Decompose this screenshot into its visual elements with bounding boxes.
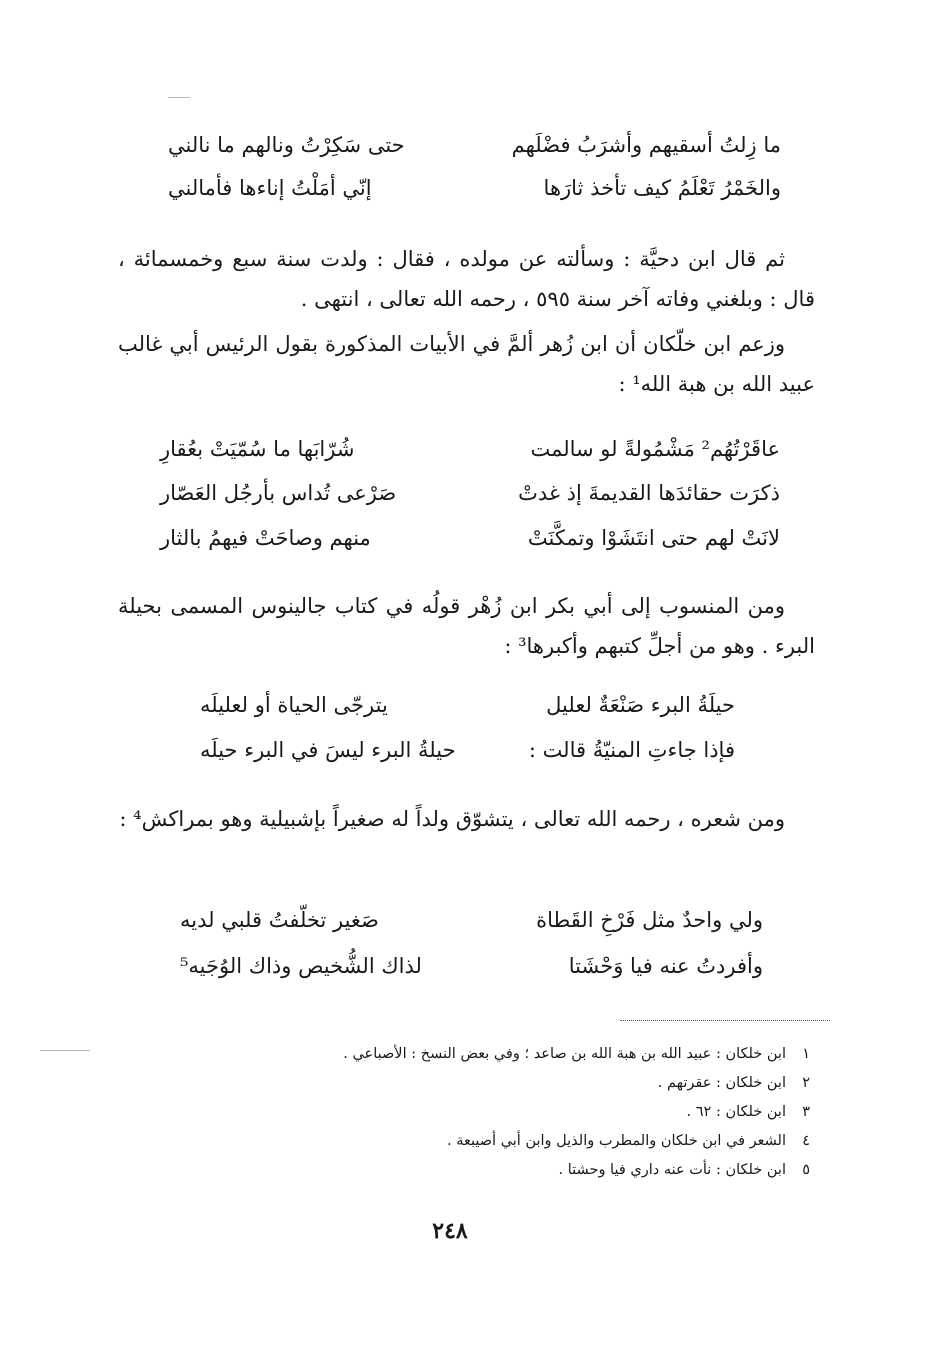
paragraph-text: وزعم ابن خلّكان أن ابن زُهر ألمَّ في الأبيات المذكورة بقول الرئيس أبي غالب عبيد الله بن هبة الله¹ : — [118, 332, 815, 396]
poem4-verse — [180, 903, 763, 937]
footnote-text: ابن خلكان : نأت عنه داري فيا وحشتا . — [558, 1162, 786, 1178]
scan-speck — [168, 97, 190, 98]
footnote-separator — [620, 1020, 830, 1021]
paragraph-text: ومن شعره ، رحمه الله تعالى ، يتشوّق ولداً له صغيراً بإشبيلية وهو بمراكش⁴ : — [119, 807, 785, 831]
footnote — [110, 1098, 810, 1127]
poem4-verse — [180, 949, 763, 983]
footnote — [110, 1069, 810, 1098]
hemistich: شُرّابَها ما سُمّيَتْ بعُقارِ — [160, 437, 355, 461]
footnote-text: ابن خلكان : ٦٢ . — [686, 1104, 786, 1120]
hemistich: ولي واحدٌ مثل فَرْخِ القَطاة — [536, 908, 763, 932]
paragraph — [118, 799, 815, 839]
page-number: ٢٤٨ — [432, 1218, 468, 1244]
hemistich: فإذا جاءتِ المنيّةُ قالت : — [528, 738, 735, 762]
footnote-number: ١ — [802, 1046, 810, 1062]
hemistich: حتى سَكِرْتُ ونالهم ما نالني — [168, 133, 405, 157]
hemistich: حيلَةُ البرء صَنْعَةٌ لعليل — [546, 693, 735, 717]
poem2-verse — [160, 521, 780, 555]
hemistich: والخَمْرُ تَعْلَمُ كيف تأخذ ثارَها — [543, 176, 781, 200]
poem3-verse — [200, 733, 735, 767]
paragraph-text: ومن المنسوب إلى أبي بكر ابن زُهْر قولُه في كتاب جالينوس المسمى بحيلة البرء . وهو من أجلِّ كتبهم وأكبرها³ : — [118, 594, 815, 658]
footnote-number: ٣ — [802, 1104, 810, 1120]
footnote — [110, 1127, 810, 1156]
paragraph — [118, 239, 815, 319]
paragraph — [118, 586, 815, 666]
footnotes — [110, 1040, 810, 1185]
footnote-number: ٢ — [802, 1075, 810, 1091]
hemistich: ذكرَت حقائدَها القديمةَ إذ غدتْ — [518, 481, 780, 505]
poem3-verse — [200, 688, 735, 722]
hemistich: منهم وصاحَتْ فيهمُ بالثار — [160, 526, 371, 550]
hemistich: لذاك الشُّخيص وذاك الوُجَيه⁵ — [180, 954, 422, 978]
footnote-number: ٤ — [802, 1133, 810, 1149]
hemistich: عاقَرْتُهُم² مَشْمُولةً لو سالمت — [530, 437, 780, 461]
poem2-verse — [160, 432, 780, 466]
hemistich: صَغير تخلّفتُ قلبي لديه — [180, 908, 379, 932]
footnote-text: ابن خلكان : عقرتهم . — [657, 1075, 786, 1091]
poem2-verse — [160, 476, 780, 510]
hemistich: ما زِلتُ أسقيهم وأشرَبُ فضْلَهم — [511, 133, 781, 157]
footnote-number: ٥ — [802, 1162, 810, 1178]
scan-speck — [40, 1050, 90, 1051]
footnote-text: الشعر في ابن خلكان والمطرب والذيل وابن أبي أصيبعة . — [447, 1133, 786, 1149]
hemistich: إنّي أمَلْتُ إناءها فأمالني — [168, 176, 372, 200]
hemistich: حيلةُ البرء ليسَ في البرء حيلَه — [200, 738, 456, 762]
paragraph-text: ثم قال ابن دحيَّة : وسألته عن مولده ، فقال : ولدت سنة سبع وخمسمائة ، قال : وبلغني وفاته آخر سنة ٥٩٥ ، رحمه الله تعالى ، انتهى . — [118, 247, 815, 311]
footnote-text: ابن خلكان : عبيد الله بن هبة الله بن صاعد ؛ وفي بعض النسخ : الأصباعي . — [343, 1046, 786, 1062]
poem1-verse — [168, 128, 781, 162]
paragraph — [118, 324, 815, 404]
hemistich: يترجّى الحياة أو لعليلَه — [200, 693, 388, 717]
footnote — [110, 1156, 810, 1185]
hemistich: وأفردتُ عنه فيا وَحْشَتا — [568, 954, 763, 978]
hemistich: لانَتْ لهم حتى انتَشَوْا وتمكَّنَتْ — [527, 526, 780, 550]
hemistich: صَرْعى تُداس بأرجُل العَصّار — [160, 481, 397, 505]
poem1-verse — [168, 171, 781, 205]
footnote — [110, 1040, 810, 1069]
